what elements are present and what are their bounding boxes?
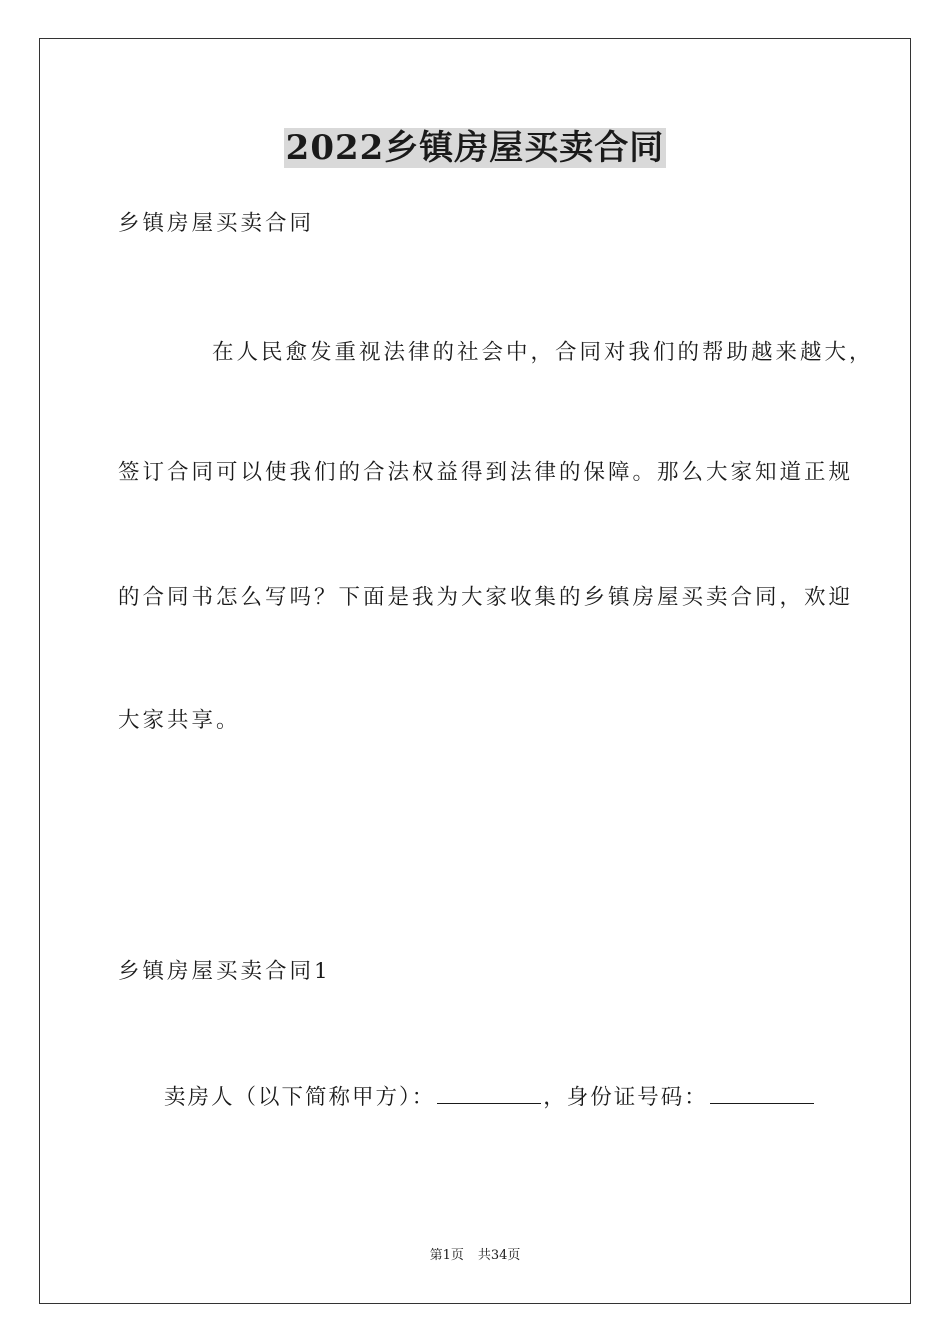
page-total: 共34页: [477, 1248, 521, 1263]
intro-line-4: 大家共享。: [118, 708, 241, 733]
intro-line-3: 的合同书怎么写吗？下面是我为大家收集的乡镇房屋买卖合同，欢迎: [118, 585, 854, 610]
document-subtitle: 乡镇房屋买卖合同: [118, 211, 315, 236]
seller-line: [164, 1081, 816, 1113]
id-number-label: ，身份证号码：: [543, 1085, 708, 1110]
document-title: [0, 126, 950, 170]
intro-line-2: 签订合同可以使我们的合法权益得到法律的保障。那么大家知道正规: [118, 460, 854, 485]
seller-name-blank[interactable]: [437, 1081, 541, 1104]
page-footer: [0, 1247, 950, 1265]
intro-line-1: 在人民愈发重视法律的社会中，合同对我们的帮助越来越大，: [212, 340, 874, 365]
document-title-text: 2022乡镇房屋买卖合同: [285, 128, 665, 168]
id-number-blank[interactable]: [710, 1081, 814, 1104]
section-heading: 乡镇房屋买卖合同1: [118, 959, 331, 984]
seller-label: 卖房人（以下简称甲方）：: [164, 1085, 436, 1110]
page-current: 第1页: [429, 1248, 464, 1263]
